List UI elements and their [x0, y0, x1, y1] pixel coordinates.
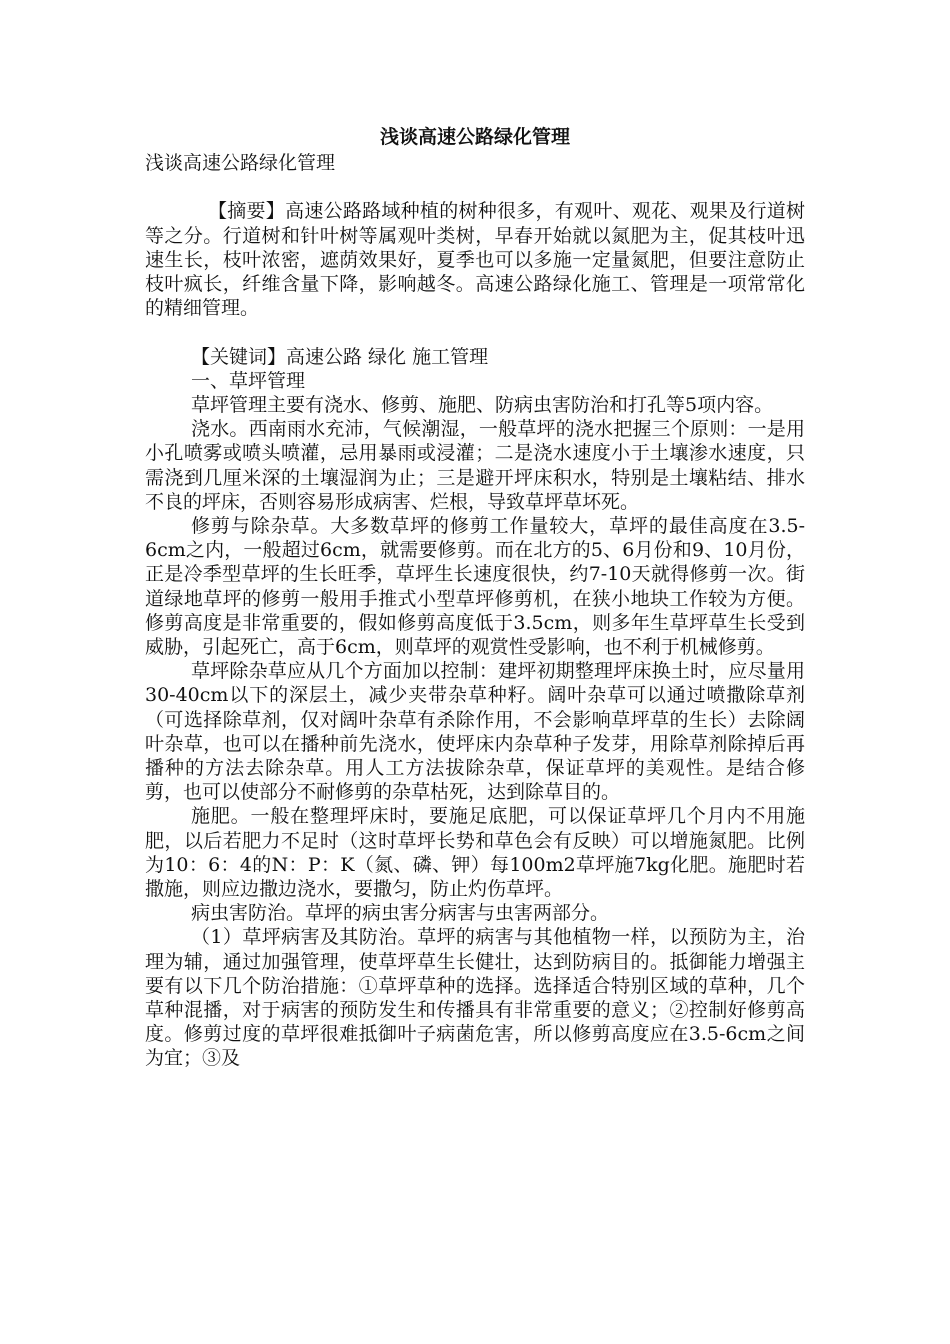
body-paragraph: 草坪除杂草应从几个方面加以控制：建坪初期整理坪床换土时，应尽量用30-40cm以下的深层土，减少夹带杂草种籽。阔叶杂草可以通过喷撒除草剂（可选择除草剂，仅对阔叶杂草有杀除作用，不会影响草坪草的生长）去除阔叶杂草，也可以在播种前先浇水，使坪床内杂草种子发芽，用除草剂除掉后再播种的方法去除杂草。用人工方法拔除杂草，保证草坪的美观性。是结合修剪，也可以使部分不耐修剪的杂草枯死，达到除草目的。 — [145, 660, 805, 804]
body-paragraph: 病虫害防治。草坪的病虫害分病害与虫害两部分。 — [191, 902, 610, 925]
body-paragraph: 浇水。西南雨水充沛，气候潮湿，一般草坪的浇水把握三个原则：一是用小孔喷雾或喷头喷灌，忌用暴雨或浸灌；二是浇水速度小于土壤渗水速度，只需浇到几厘米深的土壤湿润为止；三是避开坪床积水，特别是土壤粘结、排水不良的坪床，否则容易形成病害、烂根，导致草坪草坏死。 — [145, 418, 805, 513]
document-page — [145, 122, 805, 1071]
body-paragraph: 草坪管理主要有浇水、修剪、施肥、防病虫害防治和打孔等5项内容。 — [191, 394, 774, 416]
document-subtitle: 浅谈高速公路绿化管理 — [145, 152, 336, 174]
blank-line — [145, 320, 805, 344]
body-paragraph: 修剪与除杂草。大多数草坪的修剪工作量较大，草坪的最佳高度在3.5-6cm之内，一般超过6cm，就需要修剪。而在北方的5、6月份和9、10月份，正是冷季型草坪的生长旺季，草坪生长速度很快，约7-10天就得修剪一次。街道绿地草坪的修剪一般用手推式小型草坪修剪机，在狭小地块工作较为方便。修剪高度是非常重要的，假如修剪高度低于3.5cm，则多年生草坪草生长受到威胁，引起死亡，高于6cm，则草坪的观赏性受影响，也不利于机械修剪。 — [145, 515, 805, 659]
body-paragraph: （1）草坪病害及其防治。草坪的病害与其他植物一样，以预防为主，治理为辅，通过加强管理，使草坪草生长健壮，达到防病目的。抵御能力增强主要有以下几个防治措施：①草坪草种的选择。选择适合特别区域的草种，几个草种混播，对于病害的预防发生和传播具有非常重要的意义；②控制好修剪高度。修剪过度的草坪很难抵御叶子病菌危害，所以修剪高度应在3.5-6cm之间为宜；③及 — [145, 926, 805, 1070]
keywords-paragraph: 【关键词】高速公路 绿化 施工管理 — [191, 345, 489, 368]
abstract-paragraph: 【摘要】高速公路路域种植的树种很多，有观叶、观花、观果及行道树等之分。行道树和针叶树等属观叶类树，早春开始就以氮肥为主，促其枝叶迅速生长，枝叶浓密，遮荫效果好，夏季也可以多施一定量氮肥，但要注意防止枝叶疯长，纤维含量下降，影响越冬。高速公路绿化施工、管理是一项常常化的精细管理。 — [145, 200, 805, 320]
section-heading: 一、草坪管理 — [191, 369, 306, 392]
blank-line — [145, 175, 805, 199]
body-paragraph: 施肥。一般在整理坪床时，要施足底肥，可以保证草坪几个月内不用施肥，以后若肥力不足时（这时草坪长势和草色会有反映）可以增施氮肥。比例为10：6：4的N：P：K（氮、磷、钾）每100m2草坪施7kg化肥。施肥时若撒施，则应边撒边浇水，要撒匀，防止灼伤草坪。 — [145, 805, 805, 901]
document-title: 浅谈高速公路绿化管理 — [379, 126, 570, 148]
